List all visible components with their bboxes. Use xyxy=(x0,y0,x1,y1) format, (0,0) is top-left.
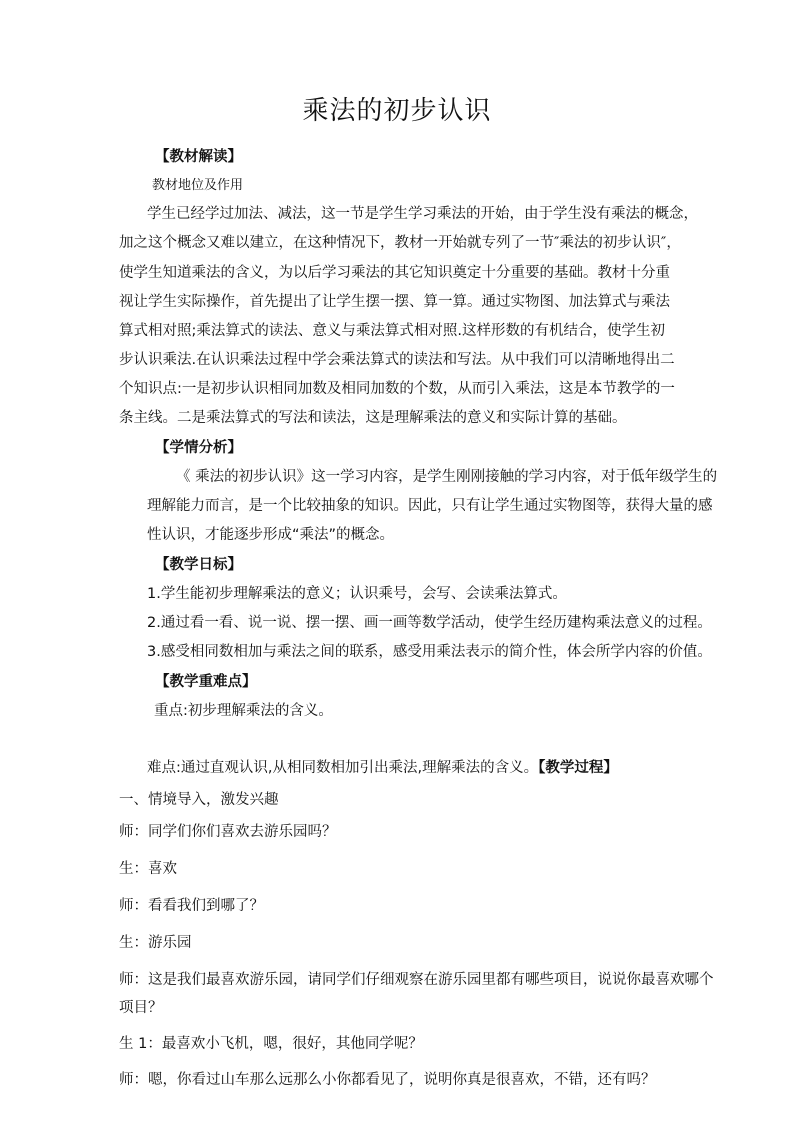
section-heading-textbook: 【教材解读】 xyxy=(155,149,242,165)
dialogue-line: 师：同学们你们喜欢去游乐园吗？ xyxy=(119,824,337,840)
paragraph-line: 算式相对照;乘法算式的读法、意义与乘法算式相对照.这样形数的有机结合，使学生初 xyxy=(119,323,665,339)
paragraph-line: 步认识乘法.在认识乘法过程中学会乘法算式的读法和写法。从中我们可以清晰地得出二 xyxy=(119,352,675,368)
dialogue-line: 生：游乐园 xyxy=(119,935,192,951)
dialogue-line: 生 1：最喜欢小飞机，嗯，很好，其他同学呢？ xyxy=(119,1036,423,1052)
paragraph-line: 视让学生实际操作，首先提出了让学生摆一摆、算一算。通过实物图、加法算式与乘法 xyxy=(119,294,670,310)
paragraph-line: 理解能力而言，是一个比较抽象的知识。因此，只有让学生通过实物图等，获得大量的感 xyxy=(147,498,713,514)
dialogue-line: 生：喜欢 xyxy=(119,861,177,877)
document-title: 乘法的初步认识 xyxy=(302,96,492,126)
paragraph-line: 使学生知道乘法的含义，为以后学习乘法的其它知识奠定十分重要的基础。教材十分重 xyxy=(119,265,670,281)
subheading-textbook-role: 教材地位及作用 xyxy=(152,178,244,193)
dialogue-line: 师：嗯，你看过山车那么远那么小你都看见了，说明你真是很喜欢，不错，还有吗？ xyxy=(119,1072,656,1088)
paragraph-line: 《 乘法的初步认识》这一学习内容，是学生刚刚接触的学习内容，对于低年级学生的 xyxy=(176,469,718,485)
section-heading-goals: 【教学日标】 xyxy=(155,557,242,573)
paragraph-line: 加之这个概念又难以建立，在这种情况下，教材一开始就专列了一节″乘法的初步认识″， xyxy=(119,235,681,251)
paragraph-line: 学生已经学过加法、减法，这一节是学生学习乘法的开始，由于学生没有乘法的概念， xyxy=(147,206,698,222)
process-section-title: 一、情境导入，激发兴趣 xyxy=(119,792,279,808)
section-heading-analysis: 【学情分析】 xyxy=(155,440,242,456)
section-heading-keypoints: 【教学重难点】 xyxy=(155,674,257,690)
dialogue-line: 项目？ xyxy=(119,1000,163,1016)
difficulty-text: 难点:通过直观认识,从相同数相加引出乘法,理解乘法的含义。 xyxy=(147,760,539,776)
goal-item: 3.感受相同数相加与乘法之间的联系，感受用乘法表示的简介性，体会所学内容的价值。 xyxy=(147,644,712,660)
difficulty-point xyxy=(147,758,618,778)
focus-point: 重点:初步理解乘法的含义。 xyxy=(154,703,333,719)
dialogue-line: 师：看看我们到哪了？ xyxy=(119,898,264,914)
goal-item: 2.通过看一看、说一说、摆一摆、画一画等数学活动，使学生经历建构乘法意义的过程。 xyxy=(147,615,712,631)
paragraph-line: 条主线。二是乘法算式的写法和读法，这是理解乘法的意义和实际计算的基础。 xyxy=(119,410,627,426)
paragraph-line: 性认识，才能逐步形成“乘法”的概念。 xyxy=(147,527,395,543)
section-heading-process: 【教学过程】 xyxy=(538,760,618,776)
dialogue-line: 师：这是我们最喜欢游乐园，请同学们仔细观察在游乐园里都有哪些项目，说说你最喜欢哪个 xyxy=(119,972,714,988)
paragraph-line: 个知识点:一是初步认识相同加数及相同加数的个数，从而引入乘法，这是本节教学的一 xyxy=(119,381,675,397)
goal-item: 1.学生能初步理解乘法的意义；认识乘号，会写、会读乘法算式。 xyxy=(147,586,567,602)
